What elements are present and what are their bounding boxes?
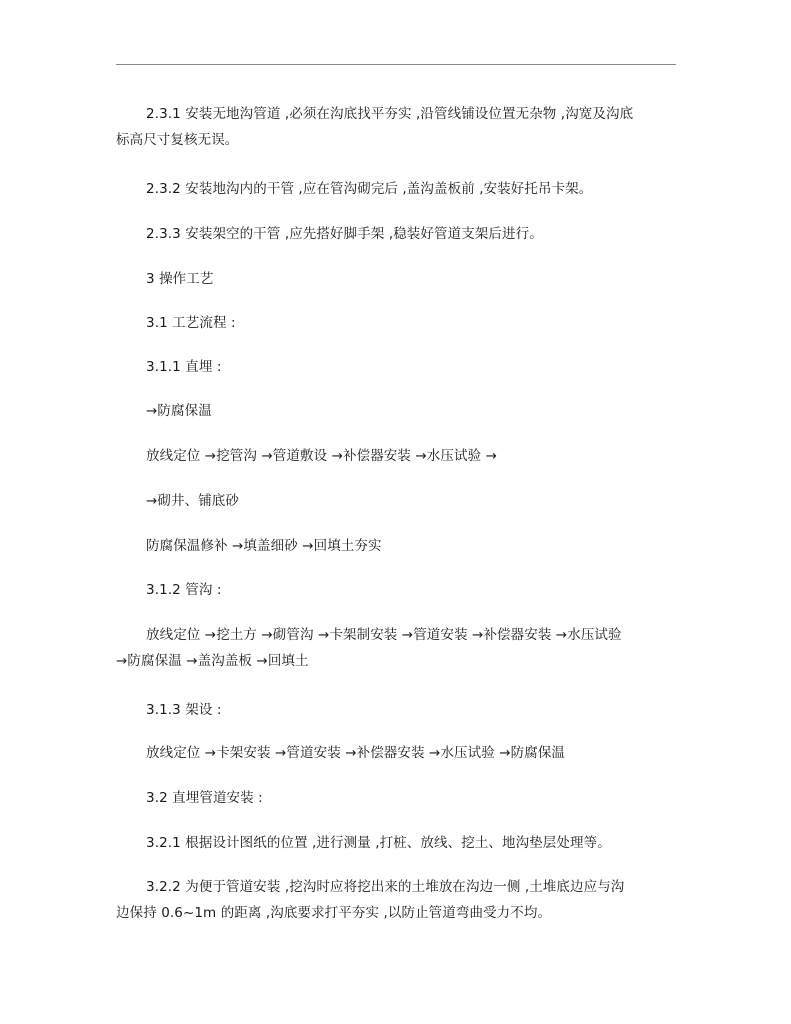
section-heading: 3.1 工艺流程 : <box>146 315 236 331</box>
flow-branch-2 <box>116 488 676 514</box>
heading-3-1-1 <box>116 354 676 380</box>
paragraph-line: 2.3.1 安装无地沟管道 ,必须在沟底找平夯实 ,沿管线铺设位置无杂物 ,沟宽及沟底 <box>146 106 634 122</box>
flow-main-2 <box>116 533 676 559</box>
section-heading: 3 操作工艺 <box>146 271 214 287</box>
paragraph-line: 3.2.2 为便于管道安装 ,挖沟时应将挖出来的土堆放在沟边一侧 ,土堆底边应与沟 <box>146 879 625 895</box>
section-heading: 3.1.2 管沟 : <box>146 582 222 598</box>
paragraph-line: 2.3.2 安装地沟内的干管 ,应在管沟砌完后 ,盖沟盖板前 ,安装好托吊卡架。 <box>146 181 593 197</box>
paragraph-2-3-3 <box>116 221 676 247</box>
heading-3-1 <box>116 310 676 336</box>
paragraph-line: 放线定位 →挖土方 →砌管沟 →卡架制安装 →管道安装 →补偿器安装 →水压试验 <box>146 627 622 643</box>
paragraph-line: →砌井、铺底砂 <box>146 493 240 509</box>
paragraph-line: 标高尺寸复核无误。 <box>116 132 239 148</box>
section-heading: 3.1.1 直埋 : <box>146 359 222 375</box>
paragraph-line: →防腐保温 <box>146 403 212 419</box>
flow-branch-1 <box>116 398 676 424</box>
paragraph-2-3-2 <box>116 176 676 202</box>
header-rule <box>116 64 676 65</box>
heading-3 <box>116 266 676 292</box>
heading-3-1-2 <box>116 577 676 603</box>
section-heading: 3.1.3 架设 : <box>146 702 222 718</box>
heading-3-1-3 <box>116 697 676 723</box>
flow-trench <box>116 622 676 674</box>
paragraph-line: 防腐保温修补 →填盖细砂 →回填土夯实 <box>146 538 382 554</box>
heading-3-2 <box>116 785 676 811</box>
paragraph-line: 边保持 0.6~1m 的距离 ,沟底要求打平夯实 ,以防止管道弯曲受力不均。 <box>116 905 552 921</box>
flow-main-1 <box>116 443 676 469</box>
paragraph-line: 放线定位 →卡架安装 →管道安装 →补偿器安装 →水压试验 →防腐保温 <box>146 745 566 761</box>
paragraph-line: →防腐保温 →盖沟盖板 →回填土 <box>116 653 309 669</box>
flow-overhead <box>116 740 676 766</box>
paragraph-line: 2.3.3 安装架空的干管 ,应先搭好脚手架 ,稳装好管道支架后进行。 <box>146 226 543 242</box>
paragraph-line: 3.2.1 根据设计图纸的位置 ,进行测量 ,打桩、放线、挖土、地沟垫层处理等。 <box>146 835 611 851</box>
paragraph-3-2-2 <box>116 874 676 926</box>
section-heading: 3.2 直埋管道安装 : <box>146 790 263 806</box>
paragraph-2-3-1 <box>116 101 676 153</box>
paragraph-3-2-1 <box>116 830 676 856</box>
paragraph-line: 放线定位 →挖管沟 →管道敷设 →补偿器安装 →水压试验 → <box>146 448 498 464</box>
